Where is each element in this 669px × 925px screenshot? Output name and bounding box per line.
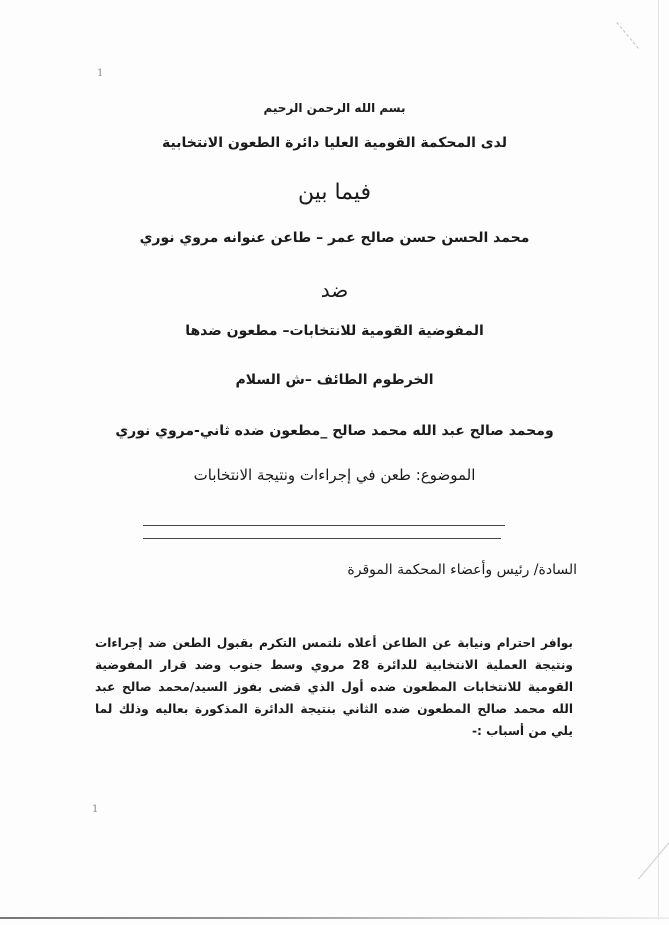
between-label: فيما بين <box>297 180 372 205</box>
page-mark-bottom: 1 <box>92 804 99 815</box>
respondent-1-address: الخرطوم الطائف –ش السلام <box>235 372 434 388</box>
corner-fold-mark <box>616 5 659 48</box>
against-label: ضد <box>320 278 349 302</box>
court-header: لدى المحكمة القومية العليا دائرة الطعون الانتخابية <box>162 135 507 151</box>
respondent-2-line: ومحمد صالح عبد الله محمد صالح _مطعون ضده ثاني-مروي نوري <box>115 423 554 439</box>
page-mark-top: 1 <box>97 68 104 79</box>
corner-fold-mark-bottom <box>638 841 669 880</box>
bismillah-heading: بسم الله الرحمن الرحيم <box>263 101 406 115</box>
appellant-line: محمد الحسن حسن صالح عمر – طاعن عنوانه مروي نوري <box>139 230 530 246</box>
page-edge-bottom <box>0 917 669 919</box>
body-paragraph <box>95 632 573 742</box>
separator-rule-1 <box>143 525 505 526</box>
respondent-1-line: المفوضية القومية للانتخابات– مطعون ضدها <box>185 323 484 339</box>
addressee-line: السادة/ رئيس وأعضاء المحكمة الموقرة <box>347 562 577 578</box>
separator-rule-2 <box>143 538 501 539</box>
subject-line: الموضوع: طعن في إجراءات ونتيجة الانتخابات <box>193 466 476 484</box>
body-paragraph-text: بوافر احترام ونيابة عن الطاعن أعلاه نلتمس التكرم بقبول الطعن ضد إجراءات ونتيجة العملية الانتخابية للدائرة 28 مروي وسط جنوب وضد قرار المفوضية القومية للانتخابات المطعون ضده أول الذي قضى بفوز السيد/محمد صالح عبد الله محمد صالح المطعون ضده الثاني بنتيجة الدائرة المذكورة بعاليه وذلك لما يلي من أسباب :- <box>95 636 574 738</box>
